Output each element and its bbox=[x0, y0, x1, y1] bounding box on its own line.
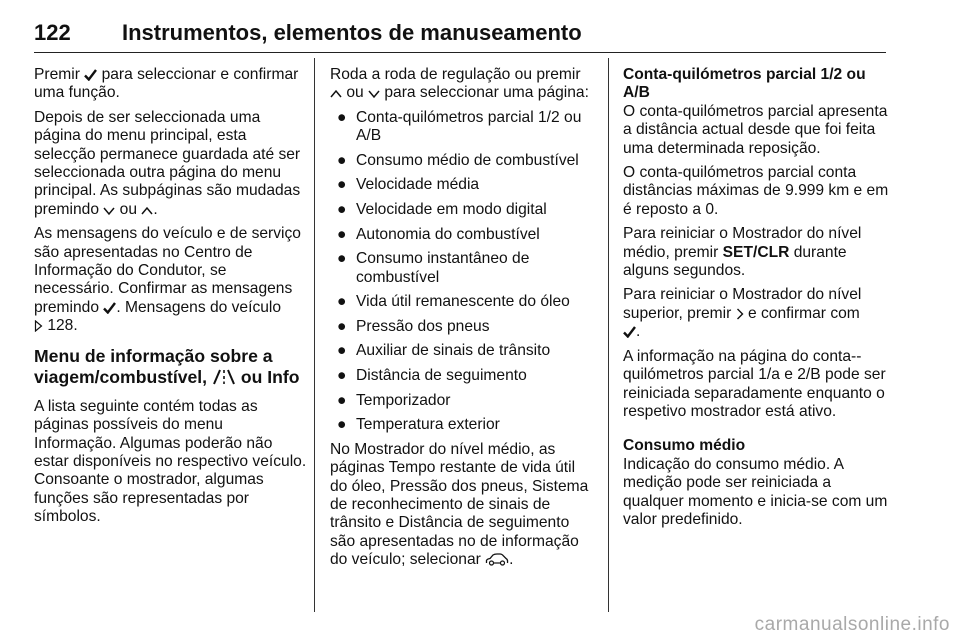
list-item: ● Temporizador bbox=[337, 391, 451, 409]
checkmark-icon bbox=[84, 66, 97, 84]
column-left bbox=[34, 66, 309, 533]
road-icon bbox=[212, 367, 236, 388]
paragraph-trip-odometer-reset: A informação na página do conta--quilómetros parcial 1/a e 2/B pode ser reiniciada separadamente enquanto o respetivo mostrador está ativo. bbox=[623, 347, 886, 420]
chevron-down-icon bbox=[103, 201, 115, 219]
chevron-up-icon bbox=[330, 84, 342, 102]
watermark: carmanualsonline.info bbox=[754, 614, 950, 635]
checkmark-icon bbox=[623, 323, 636, 341]
column-middle bbox=[330, 66, 592, 576]
paragraph-select-confirm: Premir para seleccionar e confirmar uma função. bbox=[34, 66, 299, 102]
paragraph-vehicle-messages: As mensagens do veículo e de serviço são apresentadas no Centro de Informação do Condutor, se necessário. Confirmar as mensagens premindo . Mensagens do veículo 128. bbox=[34, 225, 301, 335]
section-heading-trip-odometer: Conta-quilómetros parcial 1/2 ou A/B bbox=[623, 66, 866, 102]
list-item: ● Consumo médio de combustível bbox=[337, 151, 579, 169]
page-header bbox=[34, 14, 886, 53]
list-item: ● Consumo instantâneo de combustível bbox=[337, 250, 530, 286]
info-pages-list bbox=[330, 109, 592, 435]
chevron-right-icon bbox=[736, 305, 744, 323]
list-item: ● Autonomia do combustível bbox=[337, 225, 540, 243]
paragraph-reset-upper-level: Para reiniciar o Mostrador do nível superior, premir e confirmar com . bbox=[623, 286, 862, 341]
paragraph-menu-selection: Depois de ser seleccionada uma página do menu principal, esta selecção permanece guardada até ser seleccionada outra página do menu principal. As subpáginas são mudadas premindo ou . bbox=[34, 108, 301, 218]
paragraph-mid-level-display: No Mostrador do nível médio, as páginas Tempo restante de vida útil do óleo, Pressão dos pneus, Sistema de reconhecimento de sinais de trânsito e Distância de seguimento são apresentadas no de informação do veículo; selecionar . bbox=[330, 440, 589, 569]
list-item: ● Velocidade em modo digital bbox=[337, 201, 547, 218]
paragraph-average-consumption: Indicação do consumo médio. A medição pode ser reiniciada a qualquer momento e inicia-se com um valor predefinido. bbox=[623, 455, 888, 528]
page-title: Instrumentos, elementos de manuseamento bbox=[122, 20, 582, 45]
column-right bbox=[623, 66, 893, 535]
checkmark-icon bbox=[103, 299, 116, 317]
paragraph-info-list: A lista seguinte contém todas as páginas possíveis do menu Informação. Algumas poderão não estar disponíveis no respectivo veículo. Consoante o mostrador, algumas funções são representadas por símbolos. bbox=[34, 397, 307, 526]
section-heading-average-consumption: Consumo médio bbox=[623, 437, 746, 455]
page-reference-icon bbox=[34, 317, 43, 335]
list-item: ● Conta-quilómetros parcial 1/2 ou A/B bbox=[337, 108, 582, 145]
chevron-down-icon bbox=[368, 84, 380, 102]
paragraph-trip-odometer-max: O conta-quilómetros parcial conta distâncias máximas de 9.999 km e em é reposto a 0. bbox=[623, 164, 889, 218]
paragraph-trip-odometer-desc: O conta-quilómetros parcial apresenta a distância actual desde que foi feita uma determinada reposição. bbox=[623, 102, 888, 157]
list-item: ● Distância de seguimento bbox=[337, 366, 527, 384]
section-heading-trip-info: Menu de informação sobre a viagem/combustível, ou Info bbox=[34, 345, 300, 387]
page-number: 122 bbox=[34, 20, 71, 45]
chevron-up-icon bbox=[141, 201, 153, 219]
column-divider-right bbox=[608, 58, 609, 612]
paragraph-page-selection: Roda a roda de regulação ou premir ou para seleccionar uma página: bbox=[330, 66, 589, 102]
list-item: ● Velocidade média bbox=[337, 176, 480, 194]
column-divider-left bbox=[314, 58, 315, 612]
list-item: ● Pressão dos pneus bbox=[337, 317, 490, 335]
paragraph-reset-mid-level: Para reiniciar o Mostrador do nível médio, premir SET/CLR durante alguns segundos. bbox=[623, 225, 862, 280]
list-item: ● Auxiliar de sinais de trânsito bbox=[337, 342, 551, 360]
list-item: ● Vida útil remanescente do óleo bbox=[337, 293, 570, 311]
list-item: ● Temperatura exterior bbox=[337, 416, 500, 434]
vehicle-icon bbox=[485, 551, 509, 569]
